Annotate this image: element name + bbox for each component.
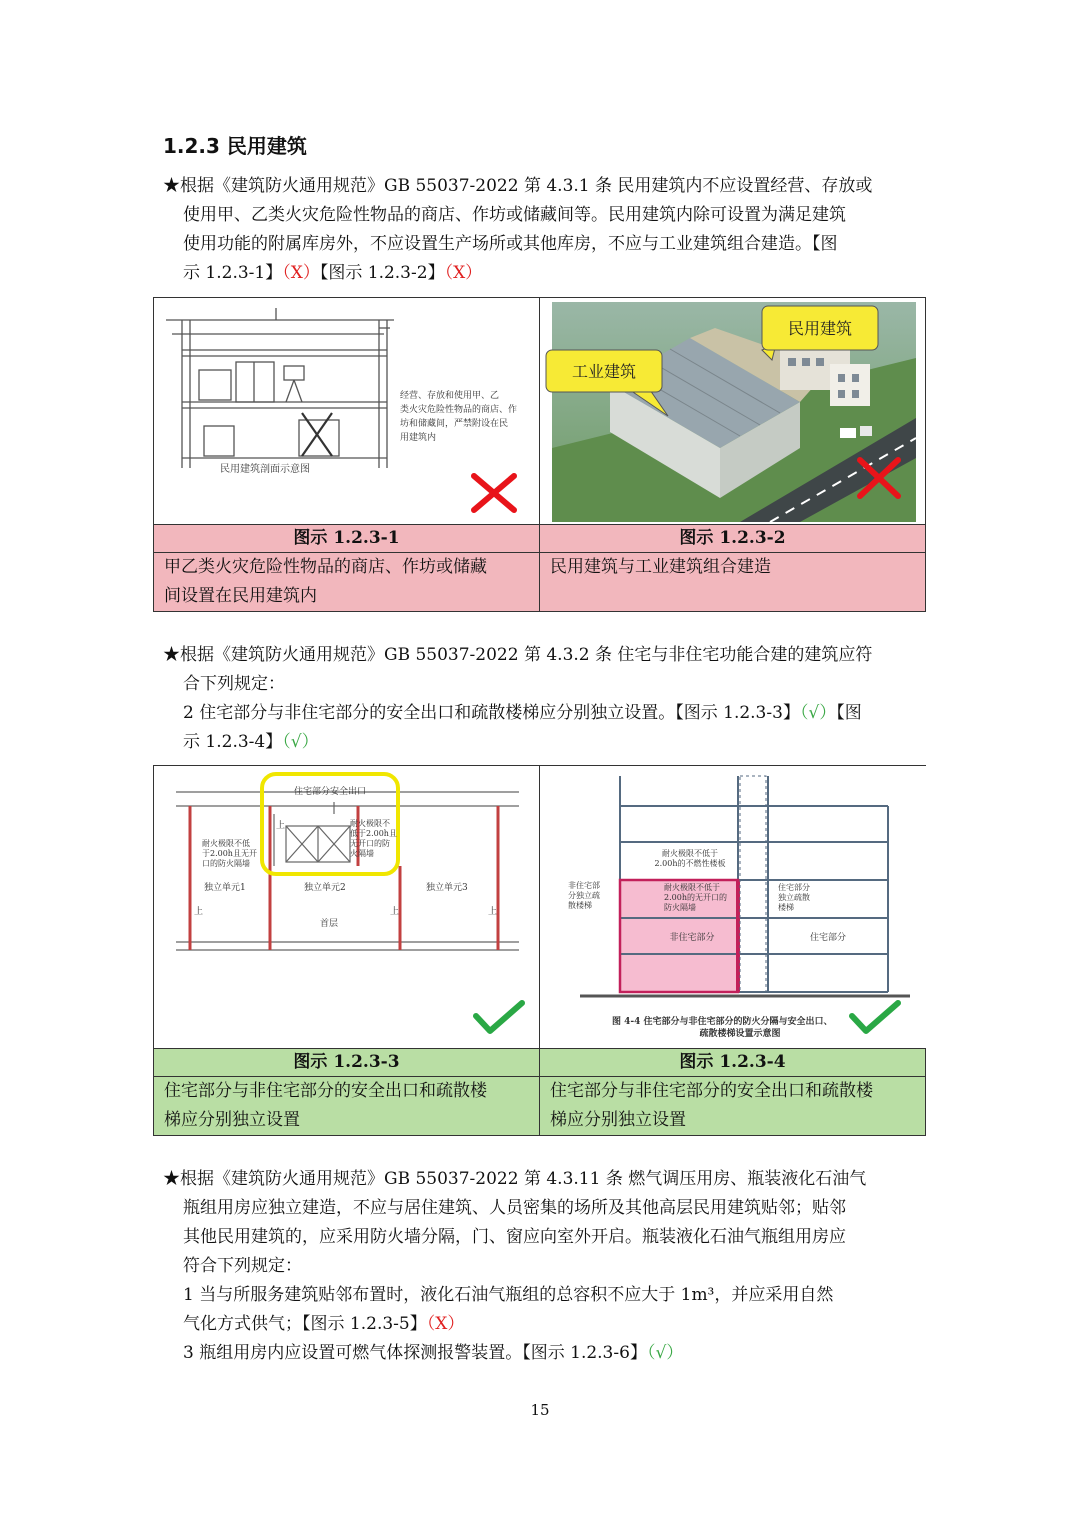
wrong-mark: （X）: [444, 263, 483, 283]
figure-description: 民用建筑与工业建筑组合建造: [540, 553, 926, 612]
figure-caption: 图示 1.2.3-2: [540, 525, 926, 553]
para-line: 合下列规定：: [183, 674, 285, 694]
svg-text:上: 上: [194, 907, 204, 917]
bubble-industrial-label: 工业建筑: [571, 362, 637, 381]
figure-1-2-3-2-image: [540, 298, 926, 525]
figure-caption: 图示 1.2.3-1: [154, 525, 540, 553]
svg-text:分独立疏: 分独立疏: [568, 891, 600, 900]
svg-text:独立单元2: 独立单元2: [304, 883, 346, 893]
svg-text:疏散楼梯设置示意图: 疏散楼梯设置示意图: [699, 1029, 781, 1039]
para-line: 示 1.2.3-1】（X）【图示 1.2.3-2】（X）: [183, 263, 483, 283]
figure-1-2-3-3-image: [154, 766, 540, 1049]
para-line: 瓶组用房应独立建造，不应与居住建筑、人员密集的场所及其他高层民用建筑贴邻；贴邻: [183, 1198, 846, 1218]
section-heading: 1.2.3 民用建筑: [163, 134, 307, 158]
svg-text:住宅部分: 住宅部分: [778, 883, 810, 892]
svg-text:独立单元3: 独立单元3: [426, 883, 468, 893]
para-line: 3 瓶组用房内应设置可燃气体探测报警装置。【图示 1.2.3-6】（√）: [183, 1343, 684, 1363]
figure-description: 甲乙类火灾危险性物品的商店、作坊或储藏 间设置在民用建筑内: [154, 553, 540, 612]
wrong-mark: （X）: [426, 1314, 465, 1334]
figure-1-2-3-1-image: [154, 298, 540, 525]
bubble-civil-label: 民用建筑: [787, 319, 853, 338]
correct-mark: （√）: [646, 1343, 684, 1363]
svg-text:上: 上: [390, 907, 400, 917]
svg-text:低于2.00h且: 低于2.00h且: [350, 829, 397, 838]
paragraph-4-3-11: [163, 1165, 917, 1368]
svg-text:上: 上: [276, 821, 286, 831]
svg-text:2.00h的无开口的: 2.00h的无开口的: [664, 893, 727, 902]
svg-text:于2.00h且无开: 于2.00h且无开: [202, 849, 257, 858]
svg-text:类火灾危险性物品的商店、作: 类火灾危险性物品的商店、作: [400, 405, 518, 415]
para-line: 使用功能的附属库房外，不应设置生产场所或其他库房，不应与工业建筑组合建造。【图: [183, 234, 838, 254]
para-line: 2 住宅部分与非住宅部分的安全出口和疏散楼梯应分别独立设置。【图示 1.2.3-3】（√）【图: [183, 703, 862, 723]
para-line: 符合下列规定：: [183, 1256, 302, 1276]
svg-text:楼梯: 楼梯: [778, 903, 794, 912]
svg-text:首层: 首层: [320, 919, 339, 929]
svg-text:独立单元1: 独立单元1: [204, 883, 246, 893]
figure-caption: 图示 1.2.3-3: [154, 1049, 540, 1077]
svg-text:住宅部分: 住宅部分: [809, 933, 847, 943]
figure-caption: 图示 1.2.3-4: [540, 1049, 926, 1077]
figure-table-2: [153, 765, 926, 1136]
svg-text:用建筑内: 用建筑内: [400, 433, 437, 443]
figure-table-1: [153, 297, 926, 612]
svg-text:火隔墙: 火隔墙: [350, 849, 374, 858]
correct-mark: （√）: [282, 732, 319, 752]
svg-text:防火隔墙: 防火隔墙: [664, 903, 696, 912]
figure-1-2-3-4-image: [540, 766, 926, 1049]
figure-description: 住宅部分与非住宅部分的安全出口和疏散楼 梯应分别独立设置: [540, 1077, 926, 1136]
para-line: 气化方式供气；【图示 1.2.3-5】（X）: [183, 1314, 465, 1334]
para-line: ★根据《建筑防火通用规范》GB 55037-2022 第 4.3.2 条 住宅与非住宅功能合建的建筑应符: [163, 645, 873, 665]
svg-text:散楼梯: 散楼梯: [568, 901, 592, 910]
svg-text:上: 上: [488, 907, 498, 917]
paragraph-4-3-1: [163, 172, 917, 288]
svg-text:住宅部分安全出口: 住宅部分安全出口: [293, 787, 367, 797]
paragraph-4-3-2: [163, 641, 917, 757]
svg-text:耐火极限不: 耐火极限不: [350, 819, 390, 828]
wrong-mark: （X）: [282, 263, 320, 283]
svg-text:耐火极限不低于: 耐火极限不低于: [664, 883, 720, 892]
para-line: ★根据《建筑防火通用规范》GB 55037-2022 第 4.3.1 条 民用建筑内不应设置经营、存放或: [163, 176, 873, 196]
svg-text:口的防火隔墙: 口的防火隔墙: [202, 859, 250, 868]
para-line: 示 1.2.3-4】（√）: [183, 732, 319, 752]
para-line: 使用甲、乙类火灾危险性物品的商店、作坊或储藏间等。民用建筑内除可设置为满足建筑: [183, 205, 846, 225]
correct-mark: （√）: [799, 703, 837, 723]
svg-text:无开口的防: 无开口的防: [350, 839, 390, 848]
svg-text:非住宅部: 非住宅部: [568, 881, 600, 890]
page-number: 15: [530, 1401, 550, 1419]
para-line: 其他民用建筑的，应采用防火墙分隔，门、窗应向室外开启。瓶装液化石油气瓶组用房应: [183, 1227, 846, 1247]
svg-text:耐火极限不低于: 耐火极限不低于: [662, 849, 718, 858]
svg-text:独立疏散: 独立疏散: [778, 893, 810, 902]
drawing-caption: 民用建筑剖面示意图: [220, 464, 310, 475]
svg-text:经营、存放和使用甲、乙: 经营、存放和使用甲、乙: [400, 391, 500, 401]
svg-text:坊和储藏间，严禁附设在民: 坊和储藏间，严禁附设在民: [400, 419, 509, 429]
svg-text:2.00h的不燃性楼板: 2.00h的不燃性楼板: [654, 859, 726, 868]
figure-description: 住宅部分与非住宅部分的安全出口和疏散楼 梯应分别独立设置: [154, 1077, 540, 1136]
para-line: 1 当与所服务建筑贴邻布置时，液化石油气瓶组的总容积不应大于 1m³，并应采用自然: [183, 1285, 834, 1305]
svg-text:耐火极限不低: 耐火极限不低: [202, 839, 250, 848]
svg-text:图 4-4 住宅部分与非住宅部分的防火分隔与安全出口、: 图 4-4 住宅部分与非住宅部分的防火分隔与安全出口、: [612, 1017, 833, 1027]
para-line: ★根据《建筑防火通用规范》GB 55037-2022 第 4.3.11 条 燃气调压用房、瓶装液化石油气: [163, 1169, 867, 1189]
svg-text:非住宅部分: 非住宅部分: [669, 933, 715, 943]
